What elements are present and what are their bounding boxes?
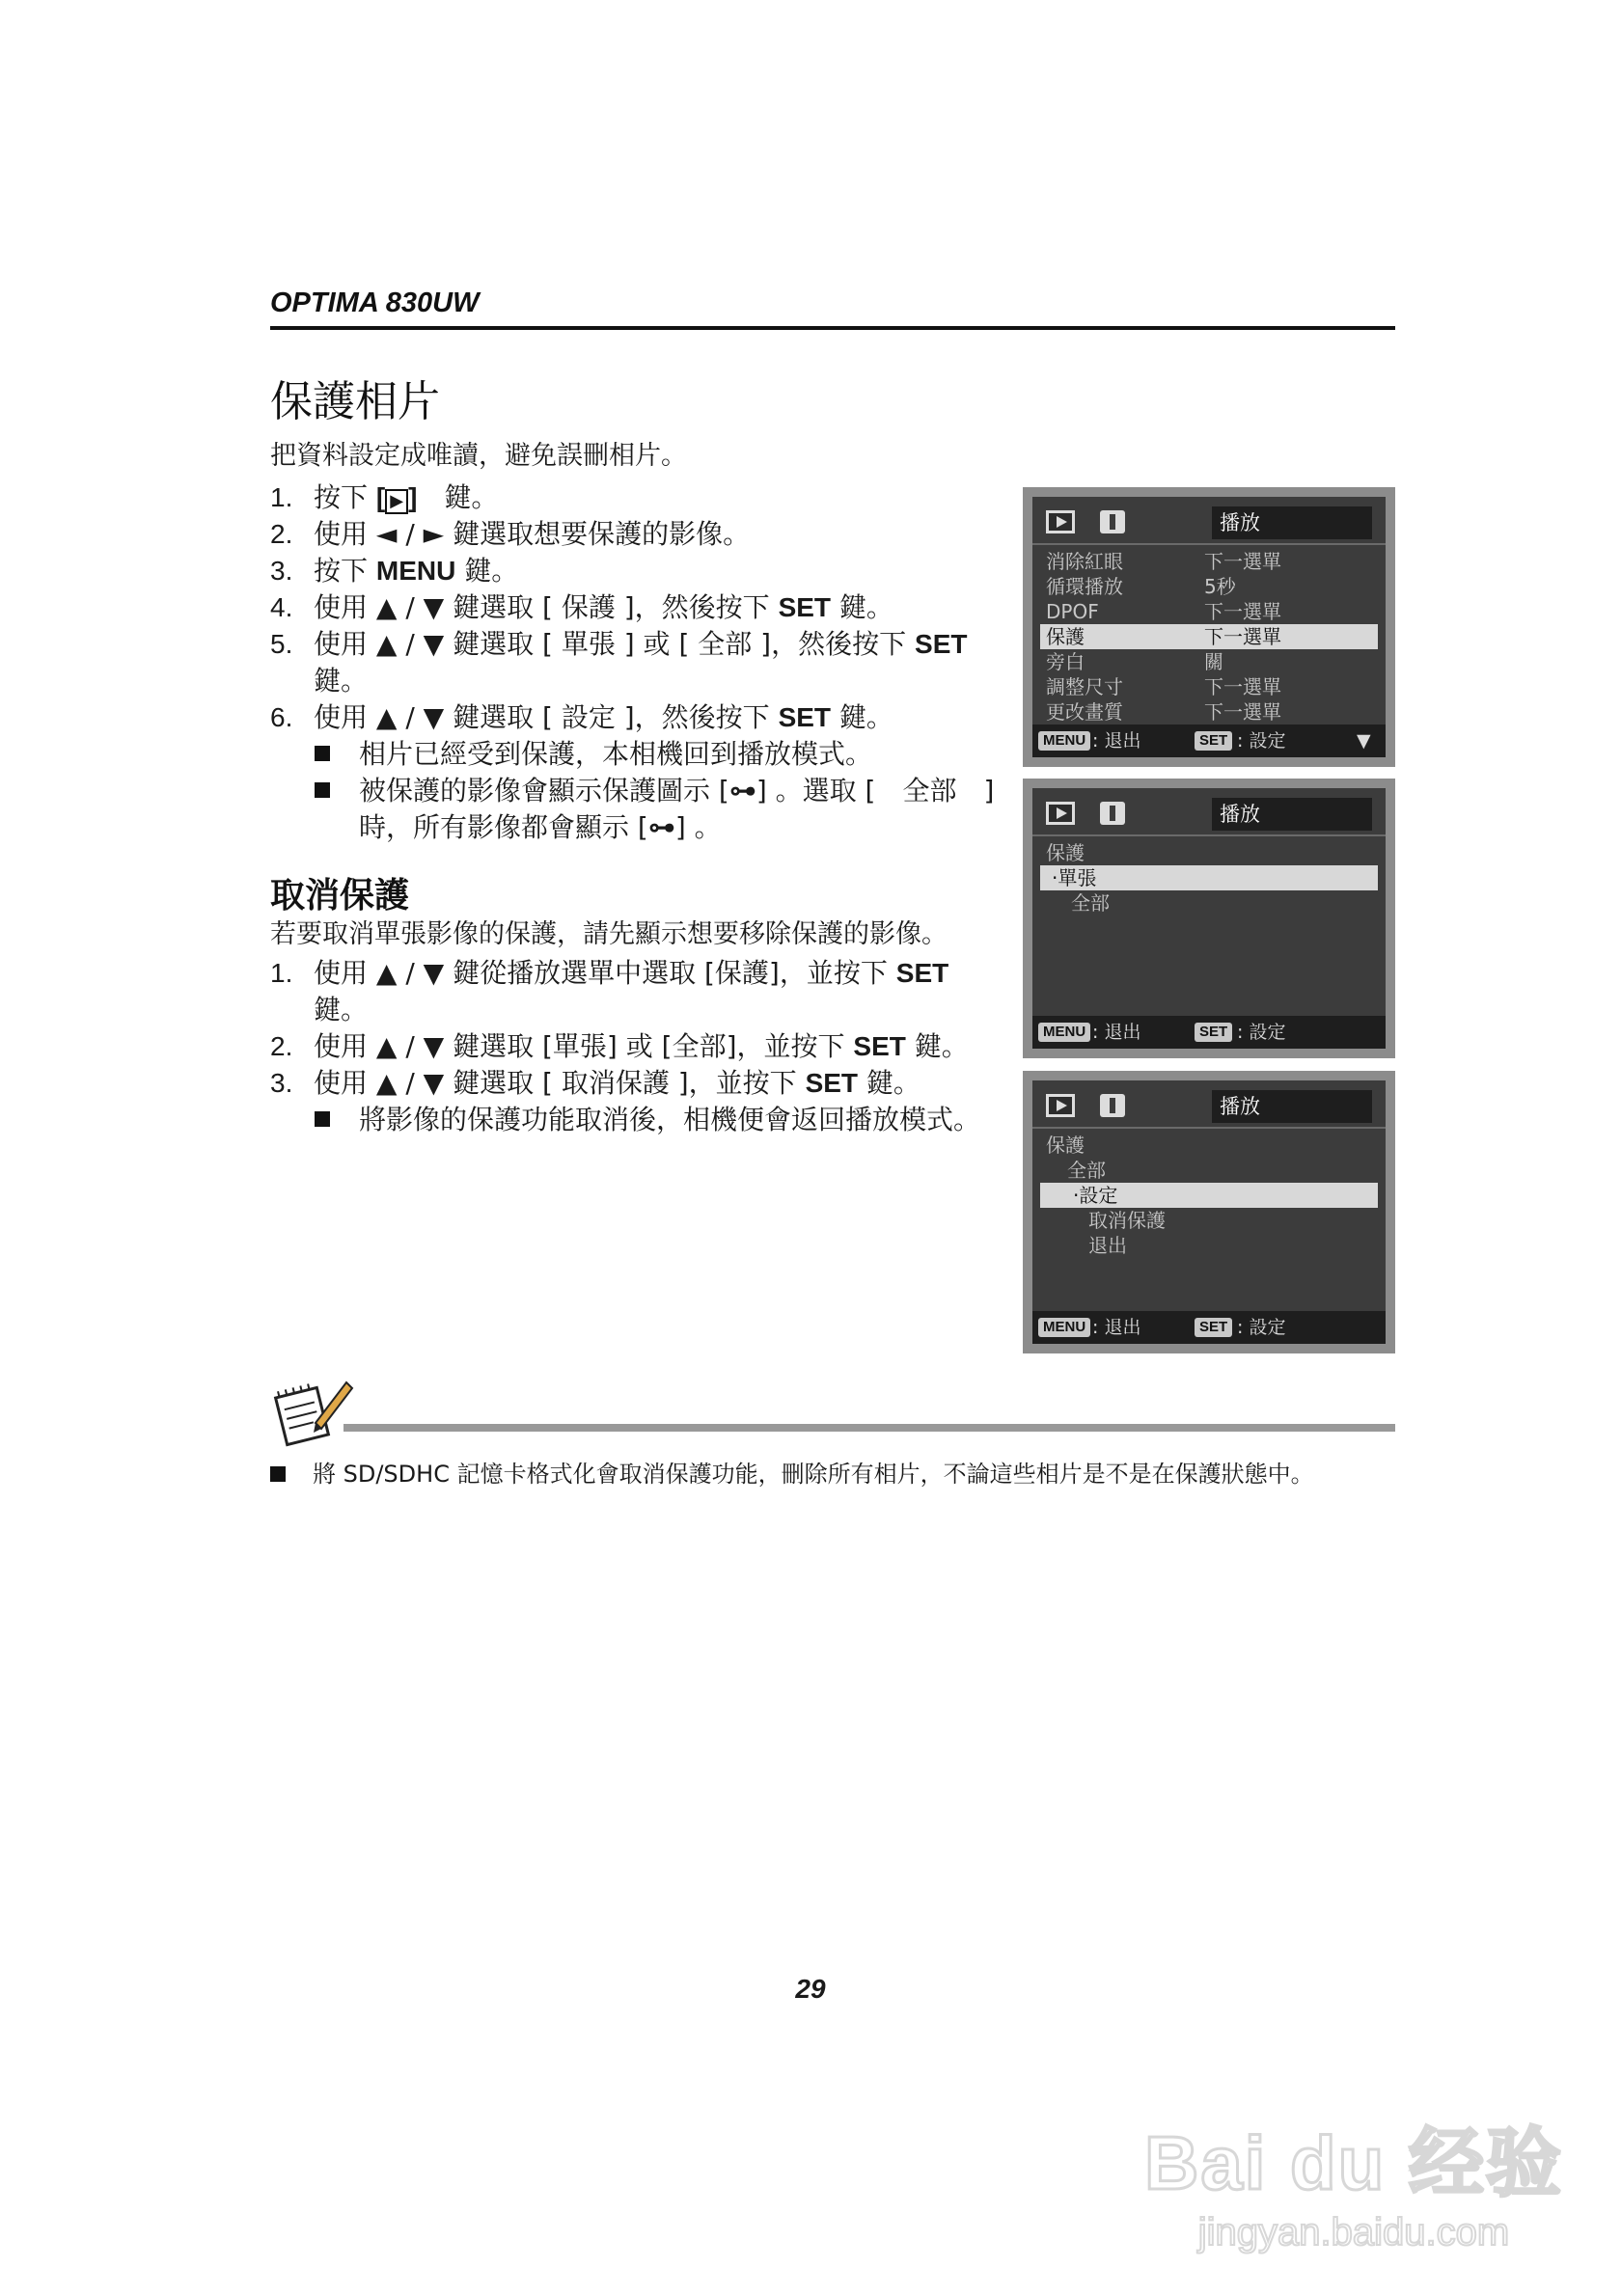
step-2: 2. 使用 ◄ / ► 鍵選取想要保護的影像。 <box>270 518 751 550</box>
menu-row: 退出 <box>1088 1234 1127 1257</box>
menu-key-badge: MENU <box>1038 1023 1090 1042</box>
page-number: 29 <box>795 1974 826 2004</box>
menu-row-selected: ‧設定 <box>1040 1183 1378 1208</box>
note-text: 將 SD/SDHC 記憶卡格式化會取消保護功能，刪除所有相片，不論這些相片是不是在保護狀態中。 <box>270 1455 1314 1489</box>
menu-row: 保護 <box>1046 1134 1085 1157</box>
watermark <box>1144 2103 1563 2255</box>
bullet-protected: 相片已經受到保護，本相機回到播放模式。 <box>315 736 1009 773</box>
menu-row: 調整尺寸 下一選單 <box>1046 675 1281 698</box>
screen-footer: MENU : 退出 SET : 設定 <box>1032 1311 1386 1344</box>
section-intro-unprotect: 若要取消單張影像的保護，請先顯示想要移除保護的影像。 <box>270 919 948 949</box>
screen-footer: MENU : 退出 SET : 設定 ▼ <box>1032 724 1386 757</box>
screen-tab: 播放 <box>1212 1090 1372 1123</box>
unprotect-step-1: 1. 使用 ▲ / ▼ 鍵從播放選單中選取 [保護]，並按下 SET 鍵。 <box>270 957 949 1025</box>
camera-screen-protect-single <box>1023 779 1395 1058</box>
wrench-icon <box>1100 510 1125 533</box>
header-divider <box>270 326 1395 330</box>
playback-icon <box>1046 1094 1075 1117</box>
menu-row: 循環播放 5秒 <box>1046 575 1236 598</box>
scroll-down-icon: ▼ <box>1357 730 1371 752</box>
section-title-protect: 保護相片 <box>270 377 440 426</box>
camera-screen-playback-menu <box>1023 487 1395 767</box>
protect-key-icon: ⊶ <box>728 775 756 806</box>
camera-screen-protect-all <box>1023 1071 1395 1353</box>
watermark-url: jingyan.baidu.com <box>1197 2211 1510 2254</box>
menu-row: 全部 <box>1067 1159 1106 1182</box>
menu-row-selected: 保護 下一選單 <box>1040 624 1378 649</box>
menu-row: 更改畫質 下一選單 <box>1046 700 1281 724</box>
menu-row: 保護 <box>1046 841 1085 864</box>
wrench-icon <box>1100 802 1125 825</box>
section-title-unprotect: 取消保護 <box>270 876 410 916</box>
playback-icon <box>1046 510 1075 533</box>
unprotect-step-2: 2. 使用 ▲ / ▼ 鍵選取 [單張] 或 [全部]，並按下 SET 鍵。 <box>270 1030 969 1062</box>
menu-row: DPOF 下一選單 <box>1046 600 1281 623</box>
step-4: 4. 使用 ▲ / ▼ 鍵選取 [ 保護 ]，然後按下 SET 鍵。 <box>270 591 893 623</box>
menu-key-badge: MENU <box>1038 1318 1090 1337</box>
note-pad-icon <box>273 1375 354 1450</box>
note-divider <box>343 1424 1395 1432</box>
step-6: 6. 使用 ▲ / ▼ 鍵選取 [ 設定 ]，然後按下 SET 鍵。 <box>270 701 893 733</box>
step-3: 3. 按下 MENU 鍵。 <box>270 555 519 587</box>
menu-row: 旁白 關 <box>1046 650 1223 673</box>
wrench-icon <box>1100 1094 1125 1117</box>
screen-tab: 播放 <box>1212 798 1372 831</box>
section-intro-protect: 把資料設定成唯讀，避免誤刪相片。 <box>270 441 687 471</box>
menu-row: 消除紅眼 下一選單 <box>1046 550 1281 573</box>
playback-icon: ▶ <box>385 489 408 514</box>
step-1: 1. 按下 [ ▶ ] 鍵。 <box>270 481 499 513</box>
bullet-unprotected: 將影像的保護功能取消後，相機便會返回播放模式。 <box>315 1102 1009 1138</box>
menu-key-badge: MENU <box>1038 731 1090 751</box>
protect-key-icon: ⊶ <box>647 811 675 843</box>
menu-row: 取消保護 <box>1088 1209 1166 1232</box>
step-5: 5. 使用 ▲ / ▼ 鍵選取 [ 單張 ] 或 [ 全部 ]，然後按下 SET 鍵。 <box>270 628 968 697</box>
watermark-brand: Bai du 经验 <box>1143 2120 1563 2205</box>
menu-row-selected: ‧單張 <box>1040 865 1378 890</box>
screen-footer: MENU : 退出 SET : 設定 <box>1032 1016 1386 1049</box>
set-key-badge: SET <box>1195 1318 1232 1337</box>
set-key-badge: SET <box>1195 1023 1232 1042</box>
menu-row: 全部 <box>1052 891 1110 915</box>
playback-icon <box>1046 802 1075 825</box>
header-title: OPTIMA 830UW <box>270 287 480 318</box>
bullet-protect-icon: 被保護的影像會顯示保護圖示 [⊶] 。選取 [ 全部 ] 時，所有影像都會顯示 [⊶] 。 <box>315 773 1009 846</box>
unprotect-step-3: 3. 使用 ▲ / ▼ 鍵選取 [ 取消保護 ]，並按下 SET 鍵。 <box>270 1067 920 1099</box>
set-key-badge: SET <box>1195 731 1232 751</box>
screen-tab: 播放 <box>1212 506 1372 539</box>
